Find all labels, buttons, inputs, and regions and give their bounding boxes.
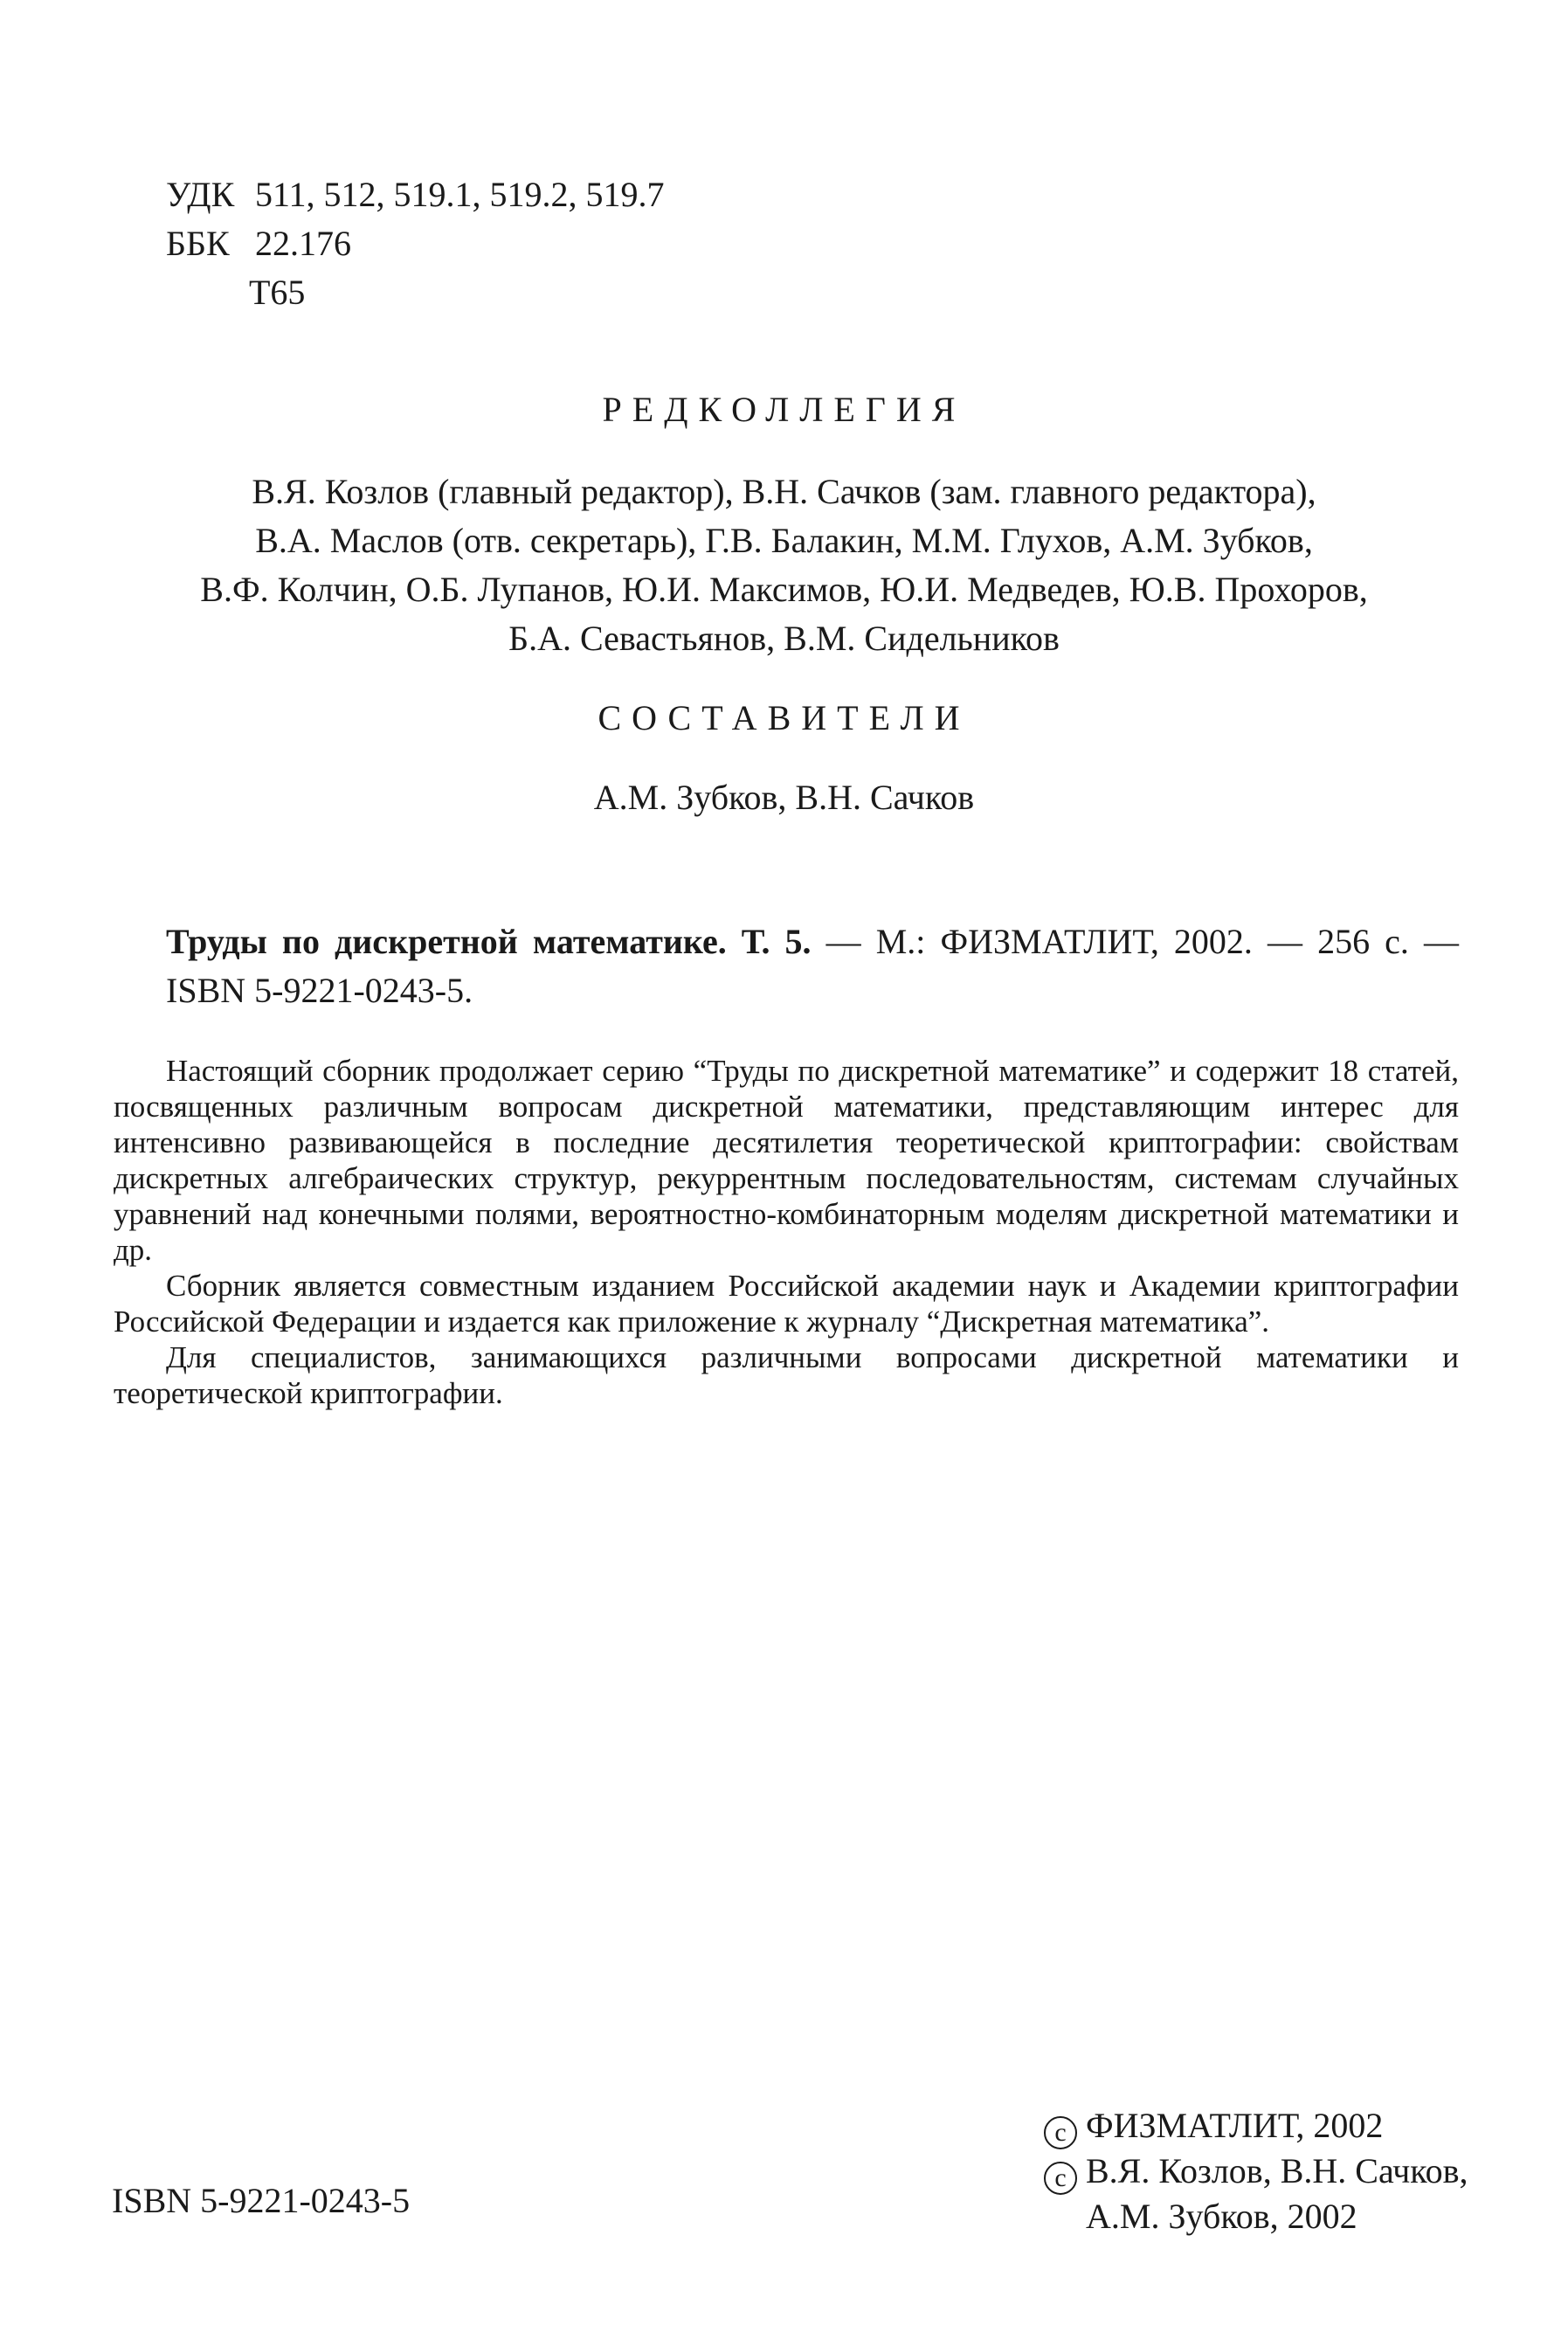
- bbk-row: [166, 219, 665, 268]
- classification-block: [166, 170, 665, 317]
- abstract-paragraph: Настоящий сборник продолжает серию “Труды по дискретной математике” и содержит 18 статей, посвященных различным вопросам дискретной математики, представляющим интерес для интенсивно развивающейся в последние десятилетия теоретической криптографии: свойствам дискретных алгебраических структур, рекуррентным последовательностям, системам случайных уравнений над конечными полями, вероятностно-комбинаторным моделям дискретной математики и др.: [114, 1054, 1459, 1267]
- abstract-paragraph: Для специалистов, занимающихся различными вопросами дискретной математики и теоретической криптографии.: [114, 1340, 1459, 1410]
- compilers-heading: СОСТАВИТЕЛИ: [597, 698, 971, 737]
- editorial-board-line: В.А. Маслов (отв. секретарь), Г.В. Балакин, М.М. Глухов, А.М. Зубков,: [255, 521, 1313, 560]
- editorial-board-line: В.Ф. Колчин, О.Б. Лупанов, Ю.И. Максимов, Ю.И. Медведев, Ю.В. Прохоров,: [200, 570, 1368, 609]
- bbk-label: ББК: [166, 224, 230, 263]
- copyright-line: [1044, 2149, 1468, 2195]
- udk-row: [166, 170, 665, 219]
- book-title: Труды по дискретной математике. Т. 5.: [166, 922, 812, 961]
- bibliographic-details: — М.: ФИЗМАТЛИТ, 2002. — 256 с. — ISBN 5-9221-0243-5.: [166, 922, 1459, 1010]
- author-mark: Т65: [249, 273, 306, 312]
- bbk-value: 22.176: [255, 224, 351, 263]
- copyright-authors-continued: А.М. Зубков, 2002: [1086, 2197, 1357, 2236]
- editorial-board-line: В.Я. Козлов (главный редактор), В.Н. Сачков (зам. главного редактора),: [252, 472, 1316, 511]
- compilers-names: А.М. Зубков, В.Н. Сачков: [593, 778, 975, 817]
- abstract-paragraph: Сборник является совместным изданием Российской академии наук и Академии криптографии Российской Федерации и издается как приложение к журналу “Дискретная математика”.: [114, 1269, 1459, 1339]
- isbn-footer: ISBN 5-9221-0243-5: [112, 2181, 411, 2220]
- editorial-board-heading: РЕДКОЛЛЕГИЯ: [602, 390, 966, 429]
- editorial-board-line: Б.А. Севастьянов, В.М. Сидельников: [508, 619, 1060, 658]
- bibliographic-description: [166, 917, 1459, 1015]
- udk-label: УДК: [166, 175, 235, 214]
- copyright-icon: c: [1044, 2116, 1077, 2149]
- copyright-block: [1044, 2104, 1468, 2239]
- abstract: [114, 1053, 1459, 1411]
- copyright-publisher: ФИЗМАТЛИТ, 2002: [1086, 2106, 1384, 2145]
- udk-value: 511, 512, 519.1, 519.2, 519.7: [255, 175, 665, 214]
- copyright-authors: В.Я. Козлов, В.Н. Сачков,: [1086, 2151, 1468, 2190]
- editorial-board-list: [0, 467, 1568, 663]
- copyright-line: [1044, 2104, 1468, 2149]
- copyright-icon: c: [1044, 2162, 1077, 2195]
